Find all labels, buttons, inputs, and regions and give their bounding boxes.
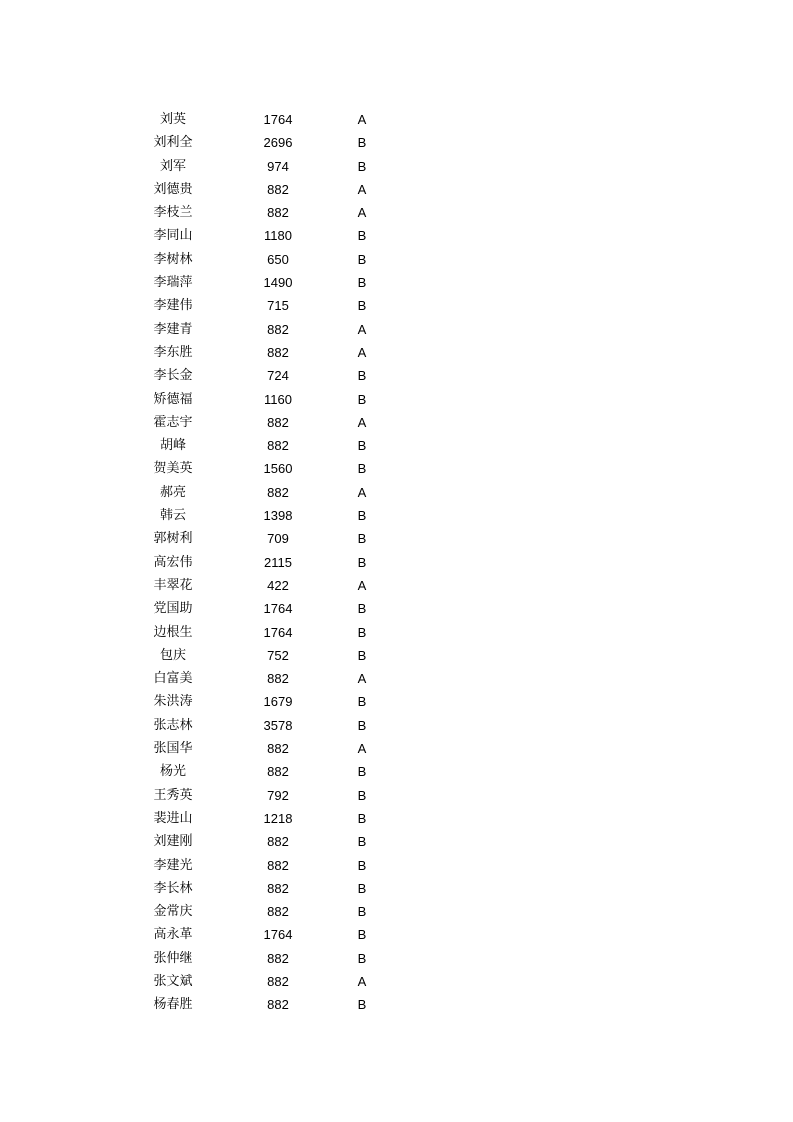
table-row <box>0 644 793 667</box>
name-cell: 包庆 <box>159 647 186 663</box>
amount-cell: 882 <box>267 857 289 873</box>
grade-cell: A <box>357 577 367 593</box>
name-cell: 李建青 <box>153 321 193 337</box>
table-row <box>0 970 793 993</box>
name-cell: 李长金 <box>153 368 193 384</box>
grade-cell: B <box>357 228 367 244</box>
grade-cell: B <box>357 508 367 524</box>
table-row <box>0 341 793 364</box>
table-row <box>0 178 793 201</box>
amount-cell: 882 <box>267 973 289 989</box>
grade-cell: B <box>357 694 367 710</box>
name-cell: 李同山 <box>153 228 193 244</box>
amount-cell: 709 <box>267 531 289 547</box>
amount-cell: 1160 <box>264 391 292 407</box>
table-row <box>0 551 793 574</box>
table-row <box>0 923 793 946</box>
amount-cell: 752 <box>267 647 289 663</box>
amount-cell: 1764 <box>263 112 293 127</box>
table-row <box>0 155 793 178</box>
grade-cell: A <box>357 741 367 757</box>
amount-cell: 882 <box>267 484 289 500</box>
grade-cell: A <box>357 205 367 221</box>
grade-cell: A <box>357 671 367 687</box>
grade-cell: A <box>357 112 367 127</box>
amount-cell: 3578 <box>263 717 293 733</box>
name-cell: 霍志宇 <box>153 414 193 430</box>
table-row <box>0 504 793 527</box>
name-cell: 朱洪涛 <box>153 694 193 710</box>
grade-cell: B <box>357 624 367 640</box>
table-row <box>0 830 793 853</box>
amount-cell: 882 <box>267 414 289 430</box>
name-cell: 高永革 <box>153 927 193 943</box>
amount-cell: 974 <box>267 158 289 174</box>
grade-cell: B <box>357 461 367 477</box>
amount-cell: 1218 <box>263 810 293 826</box>
grade-cell: B <box>357 880 367 896</box>
spreadsheet-table <box>0 108 793 1017</box>
name-cell: 刘军 <box>159 158 186 174</box>
amount-cell: 882 <box>267 205 289 221</box>
amount-cell: 2696 <box>263 135 293 151</box>
name-cell: 郝亮 <box>159 484 186 500</box>
table-row <box>0 434 793 457</box>
amount-cell: 882 <box>267 181 289 197</box>
table-row <box>0 993 793 1016</box>
name-cell: 李树林 <box>153 251 193 267</box>
amount-cell: 1764 <box>263 927 293 943</box>
name-cell: 张志林 <box>153 717 193 733</box>
table-row <box>0 877 793 900</box>
table-row <box>0 621 793 644</box>
name-cell: 胡峰 <box>159 438 186 454</box>
amount-cell: 1180 <box>264 228 292 244</box>
name-cell: 刘建刚 <box>153 834 193 850</box>
amount-cell: 2115 <box>264 554 292 570</box>
grade-cell: B <box>357 531 367 547</box>
amount-cell: 715 <box>267 298 289 314</box>
grade-cell: B <box>357 834 367 850</box>
grade-cell: B <box>357 135 367 151</box>
grade-cell: B <box>357 997 367 1013</box>
table-row <box>0 807 793 830</box>
table-row <box>0 294 793 317</box>
name-cell: 李长林 <box>153 880 193 896</box>
amount-cell: 882 <box>267 997 289 1013</box>
name-cell: 郭树利 <box>153 531 193 547</box>
amount-cell: 1490 <box>263 275 293 291</box>
amount-cell: 882 <box>267 344 289 360</box>
grade-cell: B <box>357 601 367 617</box>
amount-cell: 724 <box>267 368 289 384</box>
amount-cell: 422 <box>267 577 289 593</box>
name-cell: 杨光 <box>159 764 186 780</box>
table-row <box>0 690 793 713</box>
grade-cell: B <box>357 158 367 174</box>
name-cell: 李瑞萍 <box>153 275 193 291</box>
amount-cell: 882 <box>267 880 289 896</box>
table-row <box>0 411 793 434</box>
amount-cell: 882 <box>267 764 289 780</box>
amount-cell: 650 <box>267 251 289 267</box>
table-row <box>0 271 793 294</box>
name-cell: 杨春胜 <box>153 997 193 1013</box>
name-cell: 刘德贵 <box>153 181 193 197</box>
grade-cell: B <box>357 787 367 803</box>
grade-cell: B <box>357 904 367 920</box>
name-cell: 张仲继 <box>153 950 193 966</box>
grade-cell: A <box>357 181 367 197</box>
table-row <box>0 224 793 247</box>
name-cell: 李建光 <box>153 857 193 873</box>
name-cell: 边根生 <box>153 624 193 640</box>
grade-cell: B <box>357 647 367 663</box>
name-cell: 党国助 <box>153 601 193 617</box>
grade-cell: B <box>357 810 367 826</box>
grade-cell: B <box>357 391 367 407</box>
grade-cell: B <box>357 251 367 267</box>
amount-cell: 882 <box>267 321 289 337</box>
amount-cell: 882 <box>267 904 289 920</box>
amount-cell: 1398 <box>263 508 293 524</box>
name-cell: 裴进山 <box>153 810 193 826</box>
name-cell: 矫德福 <box>153 391 193 407</box>
grade-cell: A <box>357 973 367 989</box>
name-cell: 丰翠花 <box>153 577 193 593</box>
amount-cell: 882 <box>267 950 289 966</box>
table-row <box>0 318 793 341</box>
name-cell: 张国华 <box>153 741 193 757</box>
table-row <box>0 784 793 807</box>
name-cell: 贺美英 <box>153 461 193 477</box>
name-cell: 白富美 <box>153 671 193 687</box>
amount-cell: 1764 <box>263 624 293 640</box>
grade-cell: B <box>357 764 367 780</box>
grade-cell: A <box>357 344 367 360</box>
table-row <box>0 900 793 923</box>
table-row <box>0 760 793 783</box>
amount-cell: 1560 <box>263 461 293 477</box>
grade-cell: A <box>357 484 367 500</box>
table-row <box>0 248 793 271</box>
name-cell: 李枝兰 <box>153 205 193 221</box>
table-row <box>0 737 793 760</box>
grade-cell: B <box>357 857 367 873</box>
grade-cell: B <box>357 368 367 384</box>
name-cell: 金常庆 <box>153 904 193 920</box>
amount-cell: 792 <box>267 787 289 803</box>
grade-cell: B <box>357 717 367 733</box>
name-cell: 韩云 <box>159 508 186 524</box>
table-row <box>0 364 793 387</box>
amount-cell: 882 <box>267 438 289 454</box>
name-cell: 刘利全 <box>153 135 193 151</box>
table-row <box>0 527 793 550</box>
grade-cell: B <box>357 275 367 291</box>
amount-cell: 882 <box>267 741 289 757</box>
table-row <box>0 457 793 480</box>
table-row <box>0 714 793 737</box>
grade-cell: B <box>357 298 367 314</box>
amount-cell: 1679 <box>263 694 293 710</box>
table-row <box>0 388 793 411</box>
table-row <box>0 131 793 154</box>
grade-cell: B <box>357 554 367 570</box>
grade-cell: A <box>357 414 367 430</box>
name-cell: 张文斌 <box>153 973 193 989</box>
amount-cell: 882 <box>267 834 289 850</box>
table-row <box>0 481 793 504</box>
table-row <box>0 574 793 597</box>
grade-cell: A <box>357 321 367 337</box>
table-row <box>0 201 793 224</box>
name-cell: 刘英 <box>159 112 186 127</box>
amount-cell: 1764 <box>263 601 293 617</box>
table-row <box>0 854 793 877</box>
table-row <box>0 108 793 131</box>
table-row <box>0 667 793 690</box>
amount-cell: 882 <box>267 671 289 687</box>
grade-cell: B <box>357 927 367 943</box>
table-row <box>0 597 793 620</box>
name-cell: 李建伟 <box>153 298 193 314</box>
name-cell: 李东胜 <box>153 344 193 360</box>
name-cell: 王秀英 <box>153 787 193 803</box>
grade-cell: B <box>357 438 367 454</box>
grade-cell: B <box>357 950 367 966</box>
table-row <box>0 947 793 970</box>
name-cell: 高宏伟 <box>153 554 193 570</box>
